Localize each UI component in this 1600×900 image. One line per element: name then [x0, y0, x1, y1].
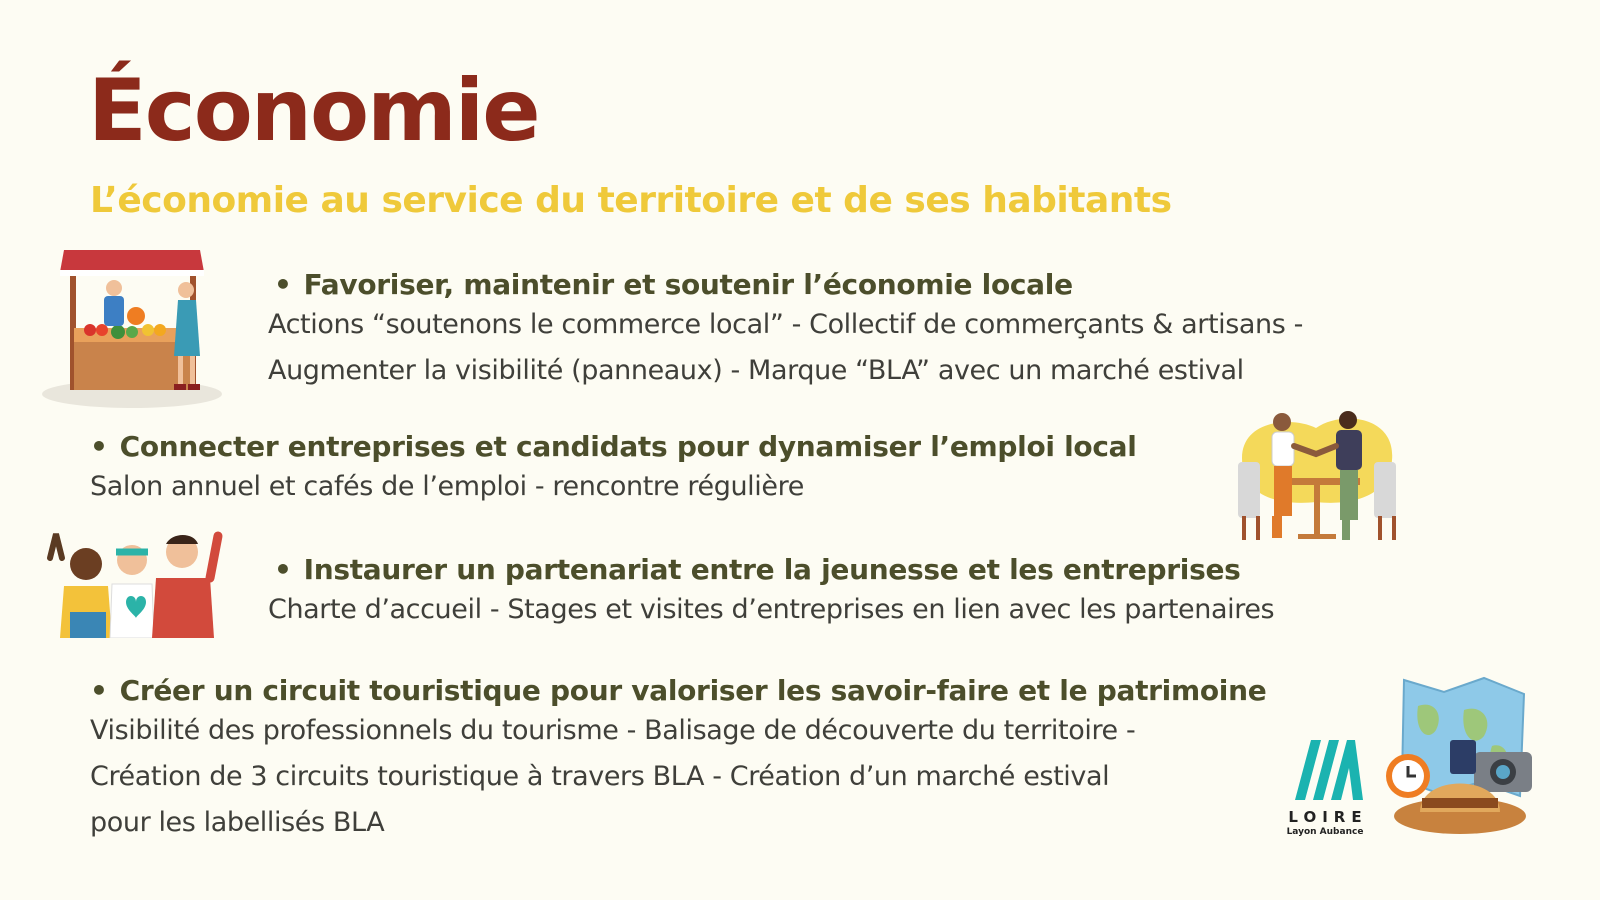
- section-description: [268, 302, 1303, 394]
- section-description-line: pour les labellisés BLA: [90, 807, 385, 838]
- section-description-line: Visibilité des professionnels du tourisme - Balisage de découverte du territoire -: [90, 715, 1136, 746]
- bullet-glyph: •: [274, 553, 292, 586]
- youth-group-icon: [42, 528, 228, 638]
- section-description-line: Augmenter la visibilité (panneaux) - Marque “BLA” avec un marché estival: [268, 355, 1244, 386]
- section-heading: [274, 268, 1073, 301]
- section-description-line: Salon annuel et cafés de l’emploi - rencontre régulière: [90, 471, 804, 502]
- bullet-glyph: •: [274, 268, 292, 301]
- lla-logo: [1270, 738, 1380, 837]
- travel-items-icon: [1374, 670, 1550, 840]
- section-heading: [274, 553, 1241, 586]
- section-description-line: Création de 3 circuits touristique à travers BLA - Création d’un marché estival: [90, 761, 1110, 792]
- section-heading-text: Connecter entreprises et candidats pour dynamiser l’emploi local: [119, 430, 1137, 463]
- bullet-glyph: •: [90, 674, 108, 707]
- section-heading-text: Favoriser, maintenir et soutenir l’économie locale: [303, 268, 1073, 301]
- section-description: [90, 708, 1135, 846]
- market-stall-icon: [40, 244, 222, 412]
- section-heading: [90, 674, 1266, 707]
- section-heading-text: Instaurer un partenariat entre la jeunesse et les entreprises: [303, 553, 1241, 586]
- logo-line1: LOIRE: [1288, 808, 1368, 826]
- bullet-glyph: •: [90, 430, 108, 463]
- lla-logo-icon: [1285, 738, 1365, 802]
- page-title: Économie: [88, 61, 539, 161]
- logo-line2: Layon Aubance: [1286, 827, 1364, 837]
- section-description: [268, 587, 1274, 633]
- section-description: [90, 464, 804, 510]
- section-heading-text: Créer un circuit touristique pour valoriser les savoir-faire et le patrimoine: [119, 674, 1267, 707]
- section-description-line: Charte d’accueil - Stages et visites d’entreprises en lien avec les partenaires: [268, 594, 1275, 625]
- section-description-line: Actions “soutenons le commerce local” - Collectif de commerçants & artisans -: [268, 309, 1303, 340]
- page-subtitle: L’économie au service du territoire et de ses habitants: [90, 180, 1172, 221]
- handshake-icon: [1232, 406, 1402, 546]
- section-heading: [90, 430, 1137, 463]
